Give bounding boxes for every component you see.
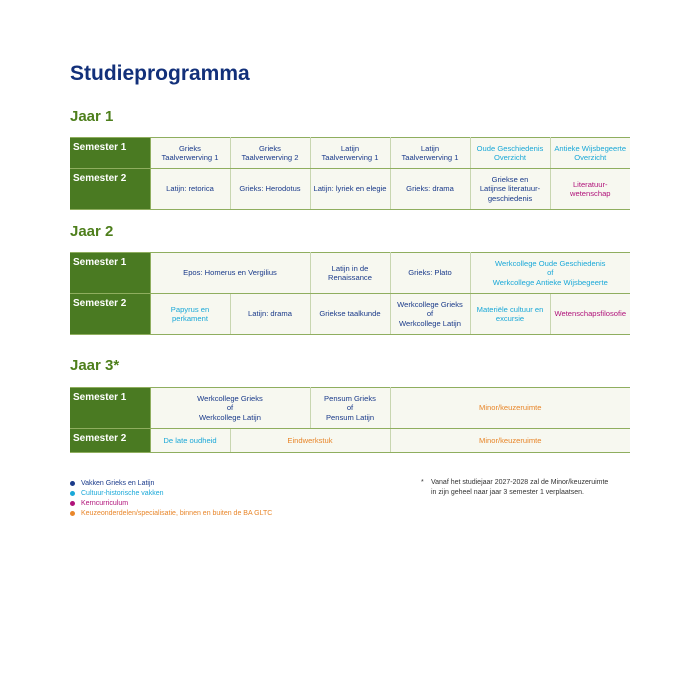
course-cell: Antieke Wijsbegeerte Overzicht <box>550 138 630 169</box>
course-cell: Materiële cultuur en excursie <box>470 294 550 335</box>
course-cell: Werkcollege Grieks of Werkcollege Latijn <box>150 388 310 429</box>
year-3-table <box>70 387 630 453</box>
course-cell: Eindwerkstuk <box>230 429 390 453</box>
semester-row <box>70 388 630 429</box>
bullet-icon <box>70 491 75 496</box>
legend <box>70 478 272 518</box>
course-cell: Grieks Taalverwerving 1 <box>150 138 230 169</box>
semester-label: Semester 2 <box>70 294 150 335</box>
legend-label: Vakken Grieks en Latijn <box>81 479 155 487</box>
bullet-icon <box>70 481 75 486</box>
course-cell: Grieks: drama <box>390 169 470 210</box>
course-cell: Latijn: lyriek en elegie <box>310 169 390 210</box>
semester-row <box>70 138 630 169</box>
course-cell: Minor/keuzeruimte <box>390 388 630 429</box>
semester-label: Semester 1 <box>70 138 150 169</box>
course-cell: Latijn: retorica <box>150 169 230 210</box>
course-cell: Epos: Homerus en Vergilius <box>150 253 310 294</box>
semester-label: Semester 2 <box>70 169 150 210</box>
course-cell: Latijn Taalverwerving 1 <box>390 138 470 169</box>
year-2-heading: Jaar 2 <box>70 223 114 240</box>
legend-label: Kerncurriculum <box>81 499 129 507</box>
legend-item <box>70 508 272 518</box>
course-cell: Grieks: Plato <box>390 253 470 294</box>
year-1-table <box>70 137 630 210</box>
legend-item <box>70 498 272 508</box>
semester-label: Semester 1 <box>70 388 150 429</box>
course-cell: Griekse taalkunde <box>310 294 390 335</box>
semester-row <box>70 253 630 294</box>
semester-row <box>70 294 630 335</box>
course-cell: Grieks: Herodotus <box>230 169 310 210</box>
course-cell: Pensum Grieks of Pensum Latijn <box>310 388 390 429</box>
semester-label: Semester 2 <box>70 429 150 453</box>
course-cell: Minor/keuzeruimte <box>390 429 630 453</box>
footnote-text: Vanaf het studiejaar 2027-2028 zal de Minor/keuzeruimte in zijn geheel naar jaar 3 semester 1 verplaatsen. <box>431 479 609 496</box>
course-cell: Papyrus en perkament <box>150 294 230 335</box>
course-cell: Latijn: drama <box>230 294 310 335</box>
year-1-heading: Jaar 1 <box>70 108 114 125</box>
course-cell: Literatuur- wetenschap <box>550 169 630 210</box>
legend-label: Keuzeonderdelen/specialisatie, binnen en buiten de BA GLTC <box>81 509 273 517</box>
legend-item <box>70 478 272 488</box>
footnote <box>421 478 608 498</box>
footnote-marker: * <box>421 479 424 486</box>
legend-item <box>70 488 272 498</box>
course-cell: Latijn Taalverwerving 1 <box>310 138 390 169</box>
bullet-icon <box>70 511 75 516</box>
course-cell: Wetenschapsfilosofie <box>550 294 630 335</box>
course-cell: Werkcollege Grieks of Werkcollege Latijn <box>390 294 470 335</box>
bullet-icon <box>70 501 75 506</box>
course-cell: Grieks Taalverwerving 2 <box>230 138 310 169</box>
semester-label: Semester 1 <box>70 253 150 294</box>
semester-row <box>70 429 630 453</box>
course-cell: Latijn in de Renaissance <box>310 253 390 294</box>
course-cell: Werkcollege Oude Geschiedenis of Werkcollege Antieke Wijsbegeerte <box>470 253 630 294</box>
legend-label: Cultuur-historische vakken <box>81 489 164 497</box>
year-3-heading: Jaar 3* <box>70 357 120 374</box>
year-2-table <box>70 252 630 335</box>
semester-row <box>70 169 630 210</box>
course-cell: Griekse en Latijnse literatuur- geschiedenis <box>470 169 550 210</box>
page-title: Studieprogramma <box>70 62 250 85</box>
course-cell: De late oudheid <box>150 429 230 453</box>
course-cell: Oude Geschiedenis Overzicht <box>470 138 550 169</box>
